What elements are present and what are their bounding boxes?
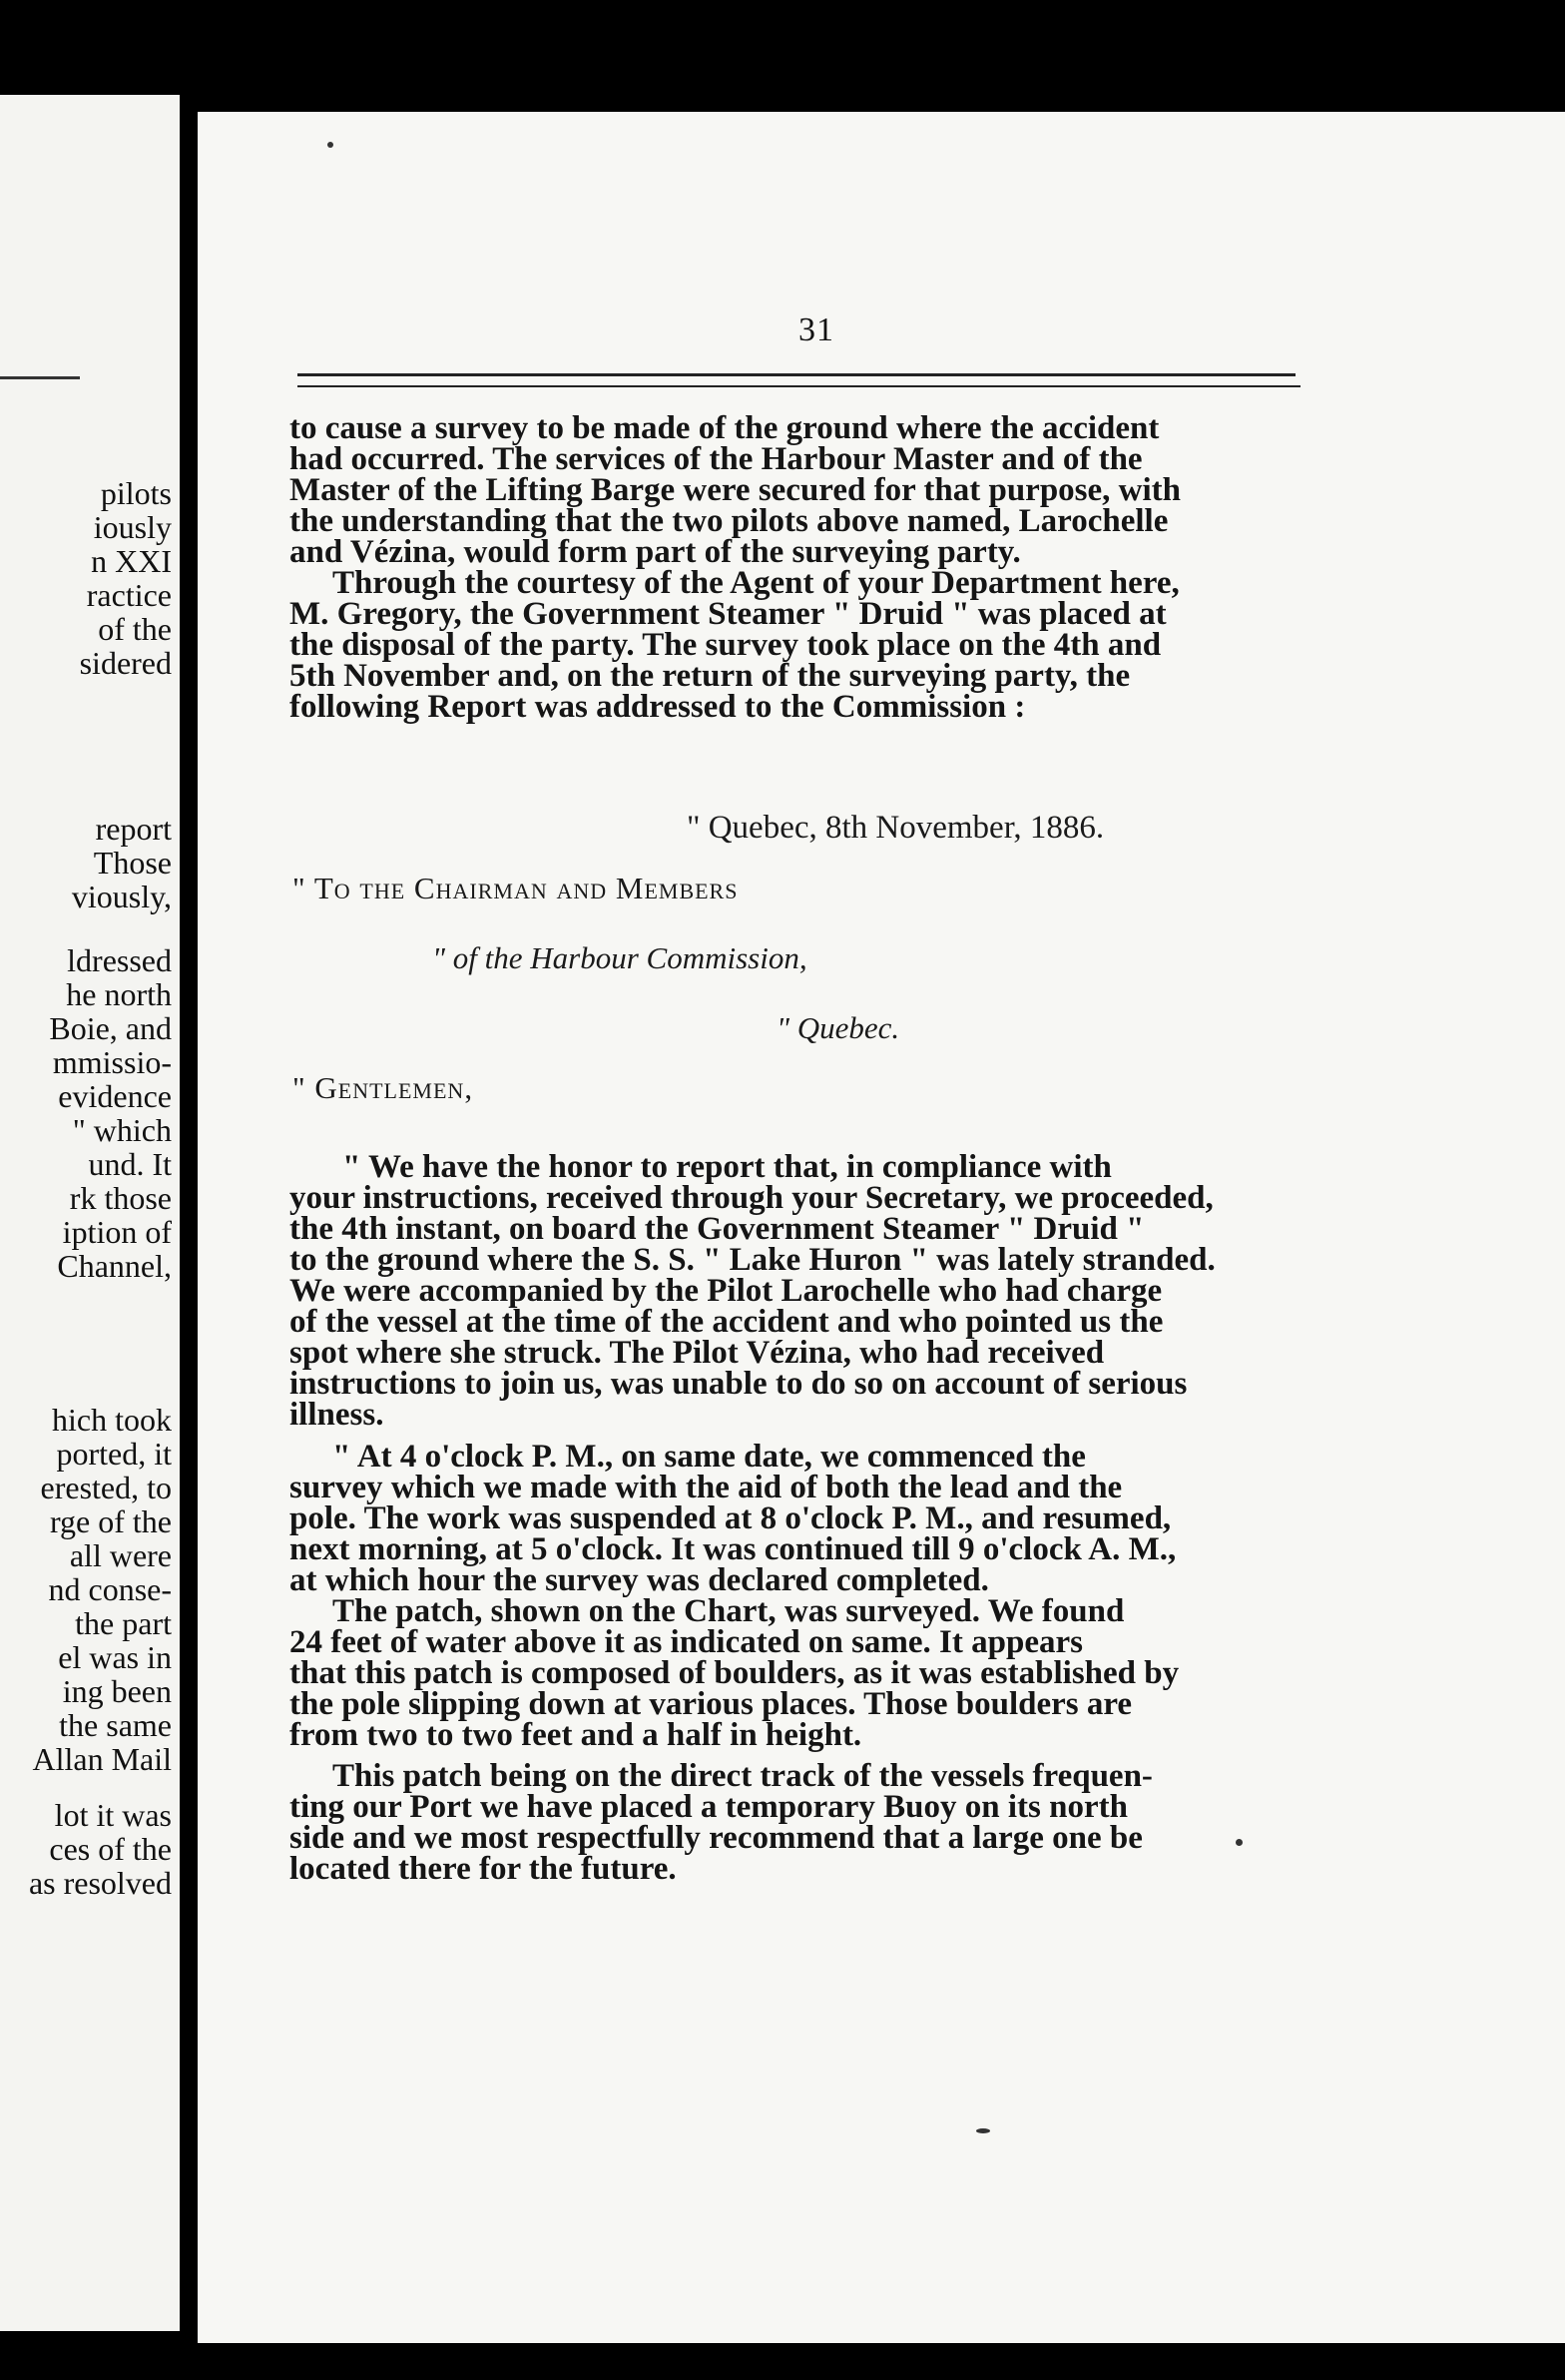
left-page-line: nd conse- (48, 1571, 172, 1607)
left-page-line: ldressed (67, 942, 172, 978)
body-line: Through the courtesy of the Agent of your Department here, (332, 565, 1180, 601)
left-page-line: sidered (79, 645, 172, 681)
body-line: ting our Port we have placed a temporary Buoy on its north (289, 1789, 1128, 1825)
letter-city: " Quebec. (777, 1010, 900, 1045)
left-page-line: report (95, 811, 172, 847)
body-line: spot where she struck. The Pilot Vézina, who had received (289, 1335, 1105, 1371)
body-line: of the vessel at the time of the accident and who pointed us the (289, 1304, 1164, 1340)
body-line: illness. (289, 1397, 384, 1433)
letter-dateline: " Quebec, 8th November, 1886. (687, 810, 1105, 846)
left-page-line: Channel, (57, 1248, 172, 1284)
left-page-line: n XXI (91, 543, 172, 579)
left-page-rule (0, 376, 80, 379)
left-facing-page (0, 95, 180, 2331)
left-page-line: ractice (86, 577, 172, 613)
left-page-line: ces of the (49, 1831, 172, 1867)
left-page-line: Allan Mail (32, 1741, 172, 1777)
body-line: side and we most respectfully recommend that a large one be (289, 1820, 1143, 1856)
body-line: This patch being on the direct track of the vessels frequen- (332, 1758, 1153, 1794)
left-page-line: he north (66, 976, 172, 1012)
header-rule-bottom (297, 385, 1301, 387)
left-page-line: lot it was (54, 1797, 172, 1833)
body-line: 5th November and, on the return of the surveying party, the (289, 658, 1131, 694)
left-page-line: as resolved (28, 1865, 172, 1901)
left-page-line: the same (59, 1707, 172, 1743)
left-page-line: hich took (52, 1402, 172, 1438)
body-line: from two to two feet and a half in height. (289, 1717, 862, 1753)
body-line: " At 4 o'clock P. M., on same date, we commenced the (332, 1439, 1086, 1475)
left-page-line: " which (72, 1112, 172, 1148)
body-line: the disposal of the party. The survey took place on the 4th and (289, 627, 1162, 663)
left-page-line: Boie, and (49, 1010, 172, 1046)
scan-speck (1236, 1839, 1243, 1846)
body-line: to cause a survey to be made of the ground where the accident (289, 410, 1160, 446)
body-line: survey which we made with the aid of both the lead and the (289, 1470, 1123, 1505)
left-page-line: evidence (58, 1078, 172, 1114)
header-rule-top (297, 373, 1296, 376)
body-line: had occurred. The services of the Harbour Master and of the (289, 441, 1143, 477)
body-line: 24 feet of water above it as indicated on same. It appears (289, 1624, 1083, 1660)
left-page-line: mmissio- (52, 1044, 172, 1080)
body-line: instructions to join us, was unable to do so on account of serious (289, 1366, 1188, 1402)
body-line: The patch, shown on the Chart, was surveyed. We found (332, 1593, 1125, 1629)
left-page-line: el was in (58, 1639, 172, 1675)
letter-greeting: " Gentlemen, (292, 1070, 474, 1105)
left-page-line: rge of the (49, 1503, 172, 1539)
body-line: to the ground where the S. S. " Lake Huron " was lately stranded. (289, 1242, 1216, 1278)
body-line: " We have the honor to report that, in compliance with (342, 1149, 1112, 1185)
letter-addressee: " To the Chairman and Members (292, 871, 739, 905)
letter-addressee-body: " of the Harbour Commission, (432, 940, 807, 975)
left-page-line: viously, (71, 879, 172, 914)
body-line: We were accompanied by the Pilot Larochelle who had charge (289, 1273, 1163, 1309)
page-number: 31 (798, 311, 834, 348)
left-page-line: iption of (62, 1214, 172, 1250)
body-line: and Vézina, would form part of the surveying party. (289, 534, 1021, 570)
body-line: pole. The work was suspended at 8 o'clock P. M., and resumed, (289, 1500, 1172, 1536)
left-page-line: ported, it (56, 1436, 172, 1472)
left-page-line: all were (69, 1537, 172, 1573)
body-line: next morning, at 5 o'clock. It was continued till 9 o'clock A. M., (289, 1531, 1177, 1567)
body-line: Master of the Lifting Barge were secured for that purpose, with (289, 472, 1182, 508)
left-page-line: the part (75, 1605, 172, 1641)
body-line: following Report was addressed to the Commission : (289, 689, 1026, 725)
body-line: located there for the future. (289, 1851, 677, 1887)
body-line: M. Gregory, the Government Steamer " Druid " was placed at (289, 596, 1167, 632)
scan-speck (976, 2128, 990, 2133)
left-page-line: rk those (69, 1180, 172, 1216)
body-line: the understanding that the two pilots above named, Larochelle (289, 503, 1169, 539)
body-line: the pole slipping down at various places. Those boulders are (289, 1686, 1133, 1722)
scan-speck (327, 142, 333, 148)
main-page (198, 112, 1565, 2343)
left-page-line: pilots (100, 475, 172, 511)
left-page-line: of the (98, 611, 172, 647)
body-line: that this patch is composed of boulders, as it was established by (289, 1655, 1180, 1691)
left-page-line: erested, to (40, 1470, 172, 1505)
left-page-line: ing been (62, 1673, 172, 1709)
body-line: your instructions, received through your Secretary, we proceeded, (289, 1180, 1214, 1216)
body-line: the 4th instant, on board the Government Steamer " Druid " (289, 1211, 1145, 1247)
left-page-line: iously (93, 509, 172, 545)
body-line: at which hour the survey was declared completed. (289, 1562, 989, 1598)
left-page-line: und. It (88, 1146, 172, 1182)
left-page-line: Those (93, 845, 172, 881)
